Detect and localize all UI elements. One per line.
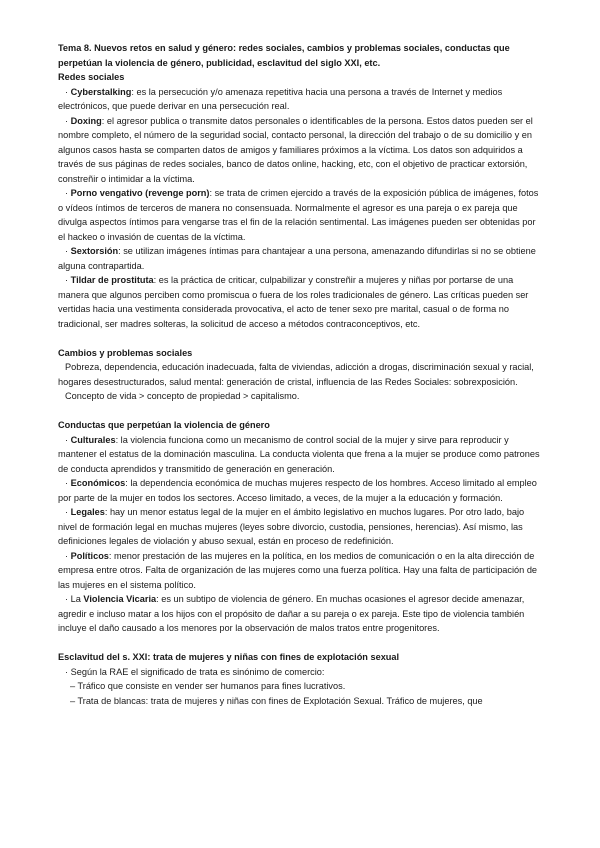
item-economicos: · Económicos: la dependencia económica de muchas mujeres respecto de los hombres. Acceso limitado al empleo por parte de la mujer en todos los sectores. Acceso limitado, a veces, de la mujer a la educación y formación. <box>58 478 537 503</box>
item-term: Porno vengativo (revenge porn) <box>70 188 210 198</box>
item-text: : hay un menor estatus legal de la mujer en el ámbito legislativo en muchos lugares. Por otro lado, bajo nivel de formación legal en muchas mujeres (leyes sobre divorcio, custodia, pensiones, herencias). Así mismo, las definiciones legales de violación y abuso sexual, están en proceso de redefinición. <box>58 507 525 546</box>
item-text: : se utilizan imágenes íntimas para chantajear a una persona, amenazando difundirlas si no se obtiene alguna contrapartida. <box>58 246 536 271</box>
item-violencia-vicaria: · La Violencia Vicaria: es un subtipo de violencia de género. En muchas ocasiones el agresor decide amenazar, agredir e incluso matar a los hijos con el propósito de dañar a su pareja o ex pareja. Este tipo de violencia también incluye el daño causado a los menores por la observación de malos tratos entre progenitores. <box>58 594 525 633</box>
document-title: Tema 8. Nuevos retos en salud y género: redes sociales, cambios y problemas sociales, conductas que perpetúan la violencia de género, publicidad, esclavitud del siglo XXI, etc. <box>58 43 510 68</box>
item-doxing: · Doxing: el agresor publica o transmite datos personales o identificables de la persona. Estos datos pueden ser el nombre completo, el número de la seguridad social, contacto personal, la dirección del trabajo o de su domicilio y en algunos casos hasta se comparten datos de amigos y familiares próximos a la víctima. Los datos son adquiridos a través de sus páginas de redes sociales, banco de datos online, hacking, etc, con el objetivo de practicar extorsión, constreñir o intimidar a la víctima. <box>58 115 533 184</box>
esclavitud-intro: · Según la RAE el significado de trata es sinónimo de comercio: <box>65 666 325 677</box>
item-text: : se trata de crimen ejercido a través de la exposición pública de imágenes, fotos o vídeos íntimos de terceros de manera no consensuada. Normalmente el agresor es una pareja o ex pareja que divulga aspectos íntimos para vengarse tras el fin de la relación sentimental. Las imágenes pueden ser obtenidas por el hackeo o invasión de cuentas de la víctima. <box>58 188 539 242</box>
item-porno-vengativo: · Porno vengativo (revenge porn): se trata de crimen ejercido a través de la exposición pública de imágenes, fotos o vídeos íntimos de terceros de manera no consensuada. Normalmente el agresor es una pareja o ex pareja que divulga aspectos íntimos para vengarse tras el fin de la relación sentimental. Las imágenes pueden ser obtenidas por el hackeo o invasión de cuentas de la víctima. <box>58 188 539 242</box>
section-heading-redes: Redes sociales <box>58 72 125 82</box>
item-text: : es un subtipo de violencia de género. En muchas ocasiones el agresor decide amenazar, agredir e incluso matar a los hijos con el propósito de dañar a su pareja o ex pareja. Este tipo de violencia también incluye el daño causado a los menores por la observación de malos tratos entre progenitores. <box>58 594 525 633</box>
section-heading-cambios: Cambios y problemas sociales <box>58 347 193 358</box>
item-term: Políticos <box>70 550 109 561</box>
item-text: : el agresor publica o transmite datos personales o identificables de la persona. Estos datos pueden ser el nombre completo, el número de la seguridad social, contacto personal, la dirección del trabajo o de su domicilio y en algunos casos hasta se comparten datos de amigos y familiares próximos a la víctima. Los datos son adquiridos a través de sus páginas de redes sociales, banco de datos online, hacking, etc, con el objetivo de practicar extorsión, constreñir o intimidar a la víctima. <box>58 115 533 184</box>
item-text: : la violencia funciona como un mecanismo de control social de la mujer y sirve para reproducir y mantener el estatus de la dominación masculina. La conducta violenta que frena a la mujer se produce como patrones de conducta aprendidos y transmitido de generación en generación. <box>58 434 540 474</box>
esclavitud-sub-item-2: – Trata de blancas: trata de mujeres y niñas con fines de Explotación Sexual. Tráfico de mujeres, que <box>70 695 483 706</box>
item-term: Sextorsión <box>70 246 119 256</box>
esclavitud-sub-item-1: – Tráfico que consiste en vender ser humanos para fines lucrativos. <box>70 681 346 691</box>
item-prefix: La <box>70 594 84 604</box>
section-heading-esclavitud: Esclavitud del s. XXI: trata de mujeres y niñas con fines de explotación sexual <box>58 652 400 662</box>
spacer <box>58 636 544 651</box>
item-term: Cyberstalking <box>70 86 132 97</box>
item-cyberstalking: · Cyberstalking: es la persecución y/o amenaza repetitiva hacia una persona a través de Internet y medios electrónicos, que puede derivar en una persecución real. <box>58 86 503 111</box>
spacer <box>58 331 544 346</box>
item-sextorsion: · Sextorsión: se utilizan imágenes íntimas para chantajear a una persona, amenazando difundirlas si no se obtiene alguna contrapartida. <box>58 246 536 271</box>
section-heading-conductas: Conductas que perpetúan la violencia de género <box>58 420 270 430</box>
item-term: Económicos <box>70 478 126 488</box>
item-term: Violencia Vicaria <box>83 594 157 604</box>
item-text: : es la persecución y/o amenaza repetitiva hacia una persona a través de Internet y medios electrónicos, que puede derivar en una persecución real. <box>58 86 503 111</box>
spacer <box>58 404 544 419</box>
item-term: Tildar de prostituta <box>70 275 154 285</box>
item-term: Culturales <box>70 434 116 445</box>
item-term: Doxing <box>70 115 102 126</box>
item-culturales: · Culturales: la violencia funciona como un mecanismo de control social de la mujer y sirve para reproducir y mantener el estatus de la dominación masculina. La conducta violenta que frena a la mujer se produce como patrones de conducta aprendidos y transmitido de generación en generación. <box>58 434 540 474</box>
item-legales: · Legales: hay un menor estatus legal de la mujer en el ámbito legislativo en muchos lugares. Por otro lado, bajo nivel de formación legal en muchas mujeres (leyes sobre divorcio, custodia, pensiones, herencias). Así mismo, las definiciones legales de violación y abuso sexual, están en proceso de redefinición. <box>58 507 525 546</box>
item-tildar-de-prostituta: · Tildar de prostituta: es la práctica de criticar, culpabilizar y constreñir a mujeres y niñas por portarse de una manera que algunos perciben como promiscua o fuera de los roles tradicionales de género. Las críticas pueden ser vertidas hacia una vestimenta considerada provocativa, el acto de tener sexo pre marital, casual o de forma no tradicional, ser madres solteras, la solicitud de acceso a métodos contraconceptivos, etc. <box>58 275 529 329</box>
item-term: Legales <box>70 507 105 517</box>
item-text: : menor prestación de las mujeres en la política, en los medios de comunicación o en la alta dirección de empresa entre otros. Falta de organización de las mujeres como una fuerza política. Hay una falta de participación de las mujeres en el sistema político. <box>58 550 538 590</box>
cambios-paragraph-2: Concepto de vida > concepto de propiedad > capitalismo. <box>65 391 300 401</box>
cambios-paragraph-1: Pobreza, dependencia, educación inadecuada, falta de viviendas, adicción a drogas, discriminación sexual y racial, hogares desestructurados, salud mental: generación de cristal, influencia de las Redes Sociales: sobrexposición. <box>58 362 534 387</box>
item-text: : es la práctica de criticar, culpabilizar y constreñir a mujeres y niñas por portarse de una manera que algunos perciben como promiscua o fuera de los roles tradicionales de género. Las críticas pueden ser vertidas hacia una vestimenta considerada provocativa, el acto de tener sexo pre marital, casual o de forma no tradicional, ser madres solteras, la solicitud de acceso a métodos contraconceptivos, etc. <box>58 275 529 329</box>
item-text: : la dependencia económica de muchas mujeres respecto de los hombres. Acceso limitado al empleo por parte de la mujer en todos los sectores. Acceso limitado, a veces, de la mujer a la educación y formación. <box>58 478 537 503</box>
item-politicos: · Políticos: menor prestación de las mujeres en la política, en los medios de comunicación o en la alta dirección de empresa entre otros. Falta de organización de las mujeres como una fuerza política. Hay una falta de participación de las mujeres en el sistema político. <box>58 550 538 590</box>
